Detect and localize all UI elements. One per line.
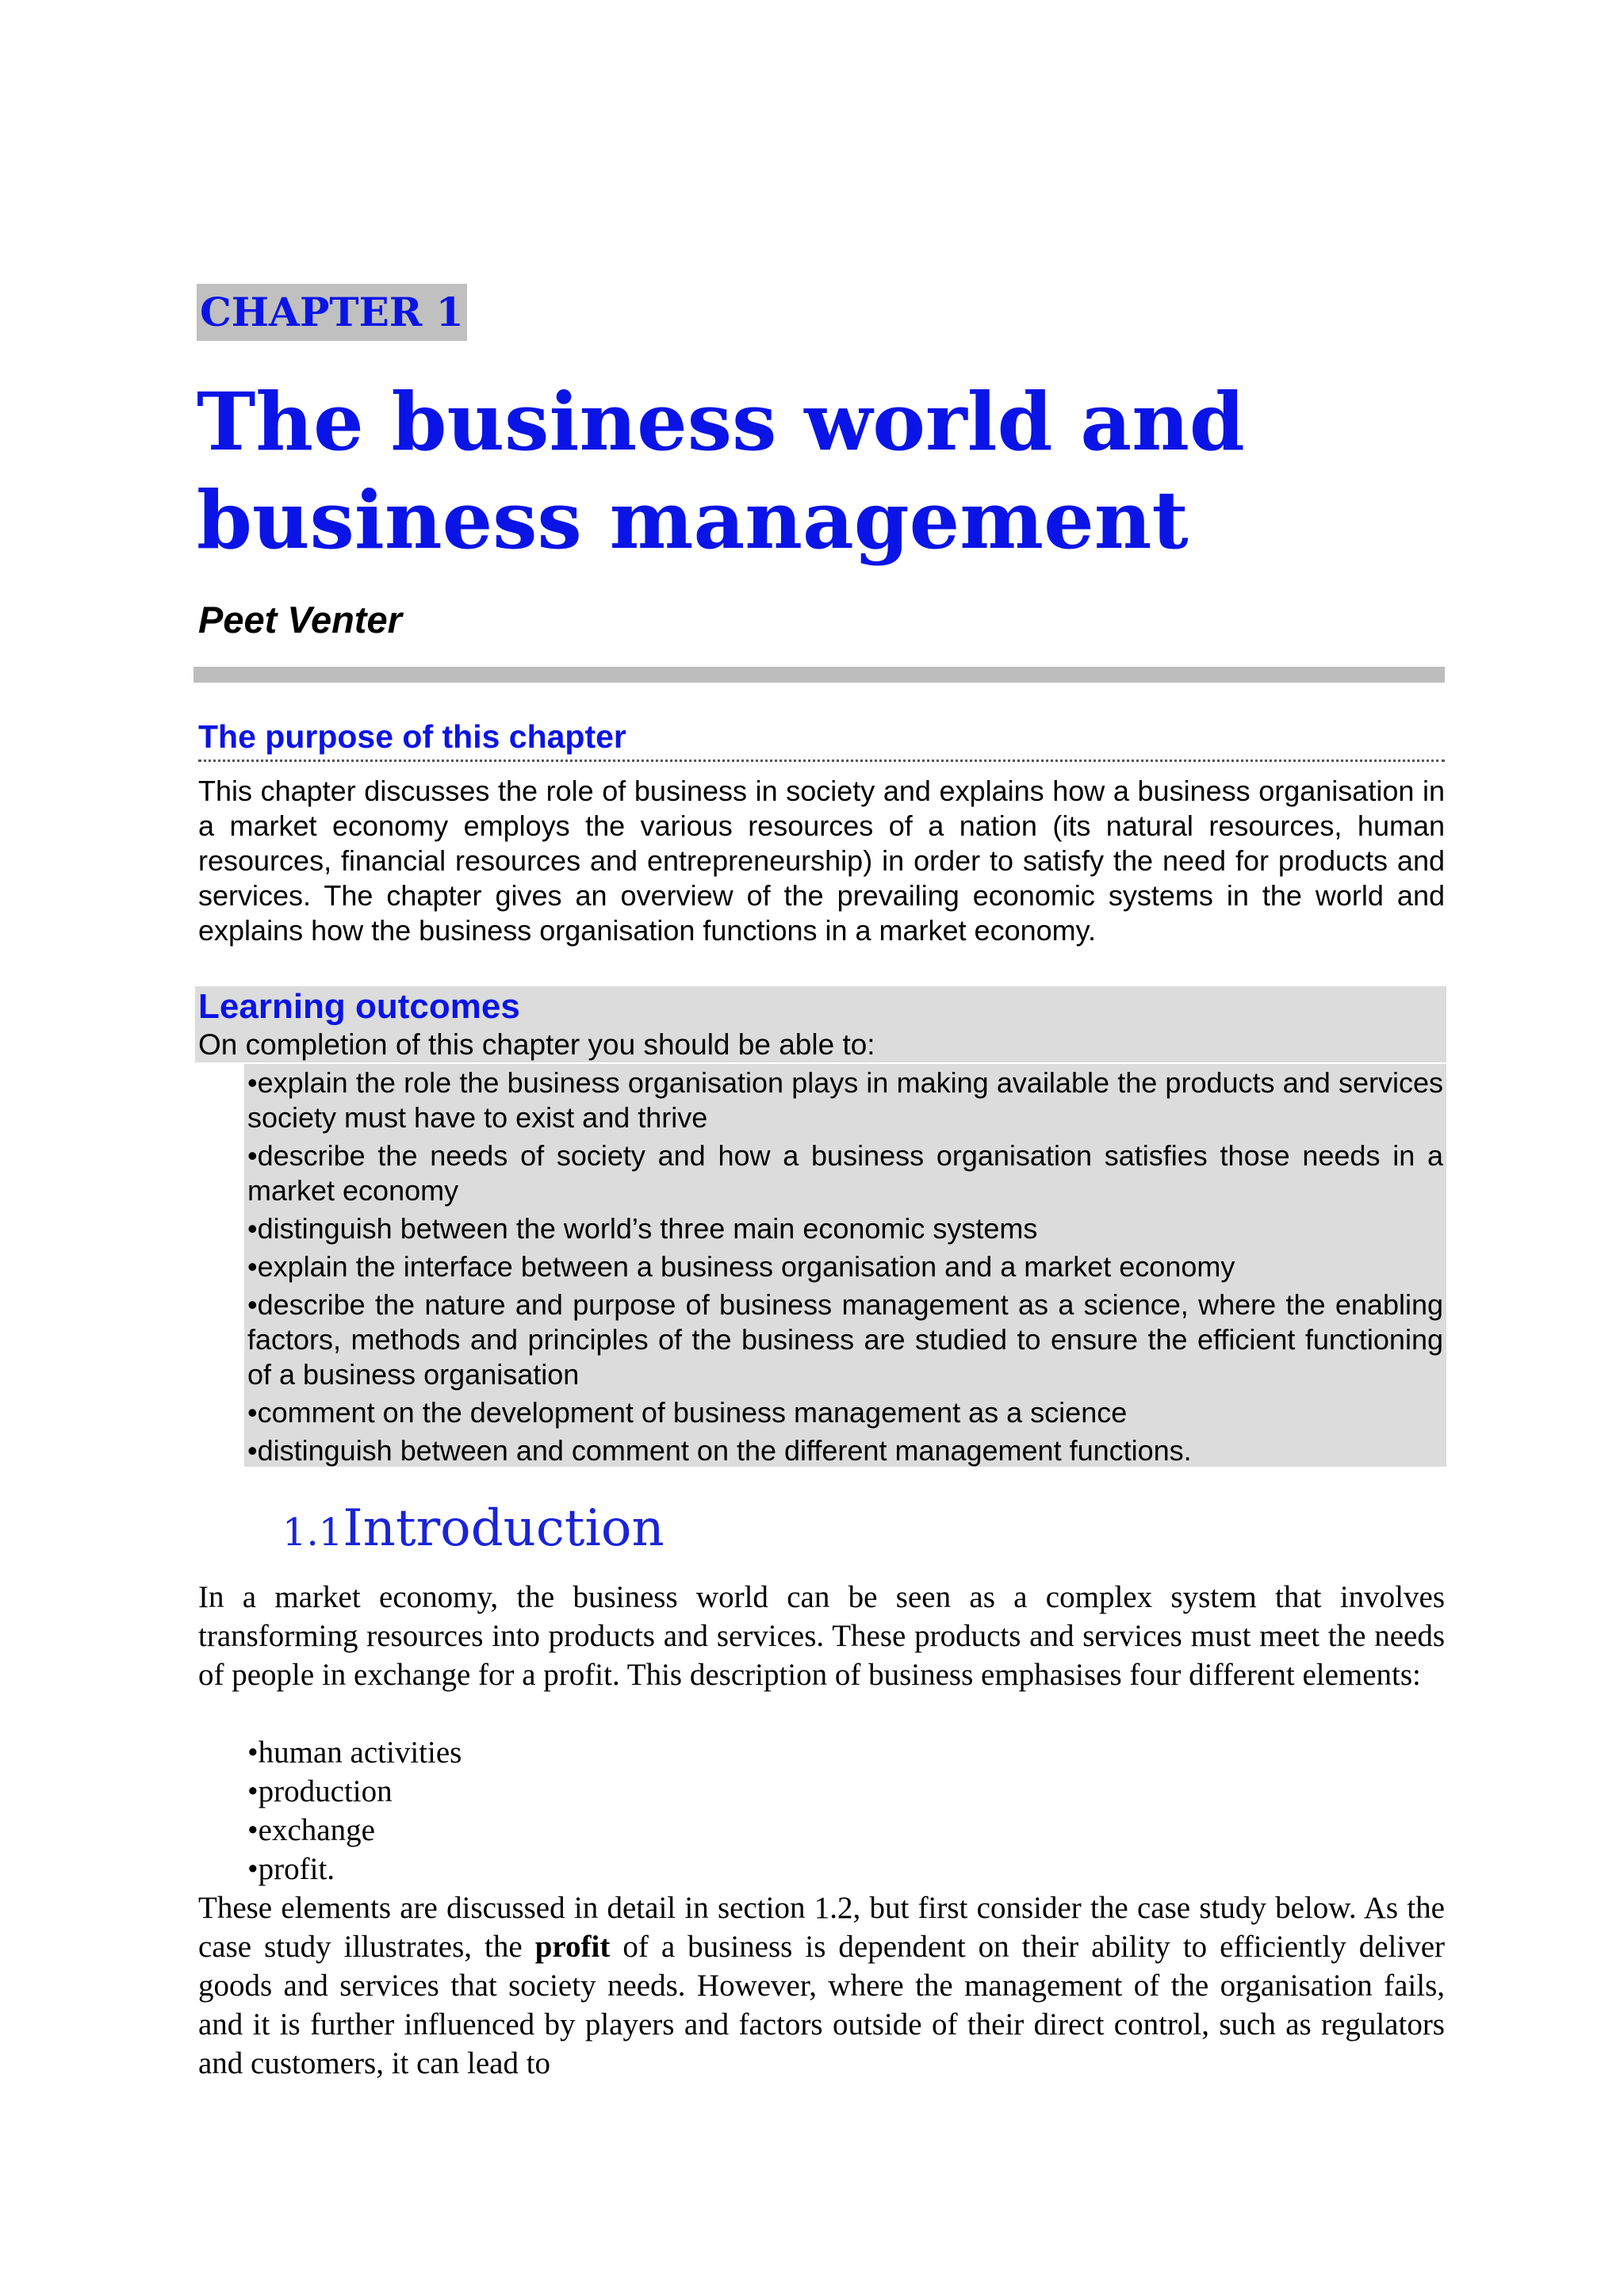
list-item: •distinguish between and comment on the different management functions. (247, 1434, 1192, 1467)
section-title: Introduction (343, 1499, 665, 1558)
author-name: Peet Venter (198, 599, 402, 641)
list-item: •describe the needs of society and how a business organisation satisfies those needs in a market economy (247, 1139, 1443, 1207)
case-study-lead-paragraph (198, 1888, 1445, 2083)
list-item: •comment on the development of business management as a science (247, 1396, 1128, 1429)
purpose-heading: The purpose of this chapter (198, 715, 1445, 762)
section-number: 1.1 (282, 1510, 343, 1555)
list-item: •exchange (247, 1813, 375, 1847)
chapter-title-line-2: business management (197, 473, 1189, 567)
introduction-paragraph: In a market economy, the business world can be seen as a complex system that involves transforming resources into products and services. These products and services must meet the needs of people in exchange for a profit. This description of business emphasises four different elements: (198, 1580, 1445, 1692)
list-item: •profit. (247, 1852, 335, 1886)
learning-outcomes-heading: Learning outcomes (198, 987, 520, 1026)
section-heading (282, 1497, 665, 1564)
learning-outcomes-intro: On completion of this chapter you should be able to: (198, 1028, 875, 1061)
learning-outcomes-list (247, 1066, 1443, 1471)
list-item: •explain the role the business organisation plays in making available the products and services society must have to exist and thrive (247, 1066, 1443, 1134)
list-item: •human activities (247, 1735, 462, 1770)
list-item: •describe the nature and purpose of business management as a science, where the enabling factors, methods and principles of the business are studied to ensure the efficient functioning of a business organisation (247, 1288, 1443, 1391)
paragraph-text-end: of a business is dependent on their ability to efficiently deliver goods and services that society needs. However, where the management of the organisation fails, and it is further influenced by players and factors outside of their direct control, such as regulators and customers, it can lead to (198, 1930, 1446, 2080)
profit-term: profit (534, 1930, 611, 1964)
purpose-paragraph: This chapter discusses the role of business in society and explains how a business organisation in a market economy employs the various resources of a nation (its natural resources, human resources, financial resources and entrepreneurship) in order to satisfy the need for products and services. The chapter gives an overview of the prevailing economic systems in the world and explains how the business organisation functions in a market economy. (198, 775, 1445, 947)
chapter-label: CHAPTER 1 (197, 284, 467, 341)
paragraph-text-start: These elements are discussed in detail in section 1.2, but first consider the case study below. As the case study illustrates, the (198, 1891, 1445, 1964)
chapter-title (197, 373, 1465, 569)
list-item: •explain the interface between a business organisation and a market economy (247, 1250, 1235, 1283)
list-item: •production (247, 1774, 393, 1808)
list-item: •distinguish between the world’s three main economic systems (247, 1212, 1038, 1245)
title-divider (193, 667, 1445, 683)
business-elements-list (247, 1733, 462, 1888)
chapter-title-line-1: The business world and (197, 375, 1245, 469)
